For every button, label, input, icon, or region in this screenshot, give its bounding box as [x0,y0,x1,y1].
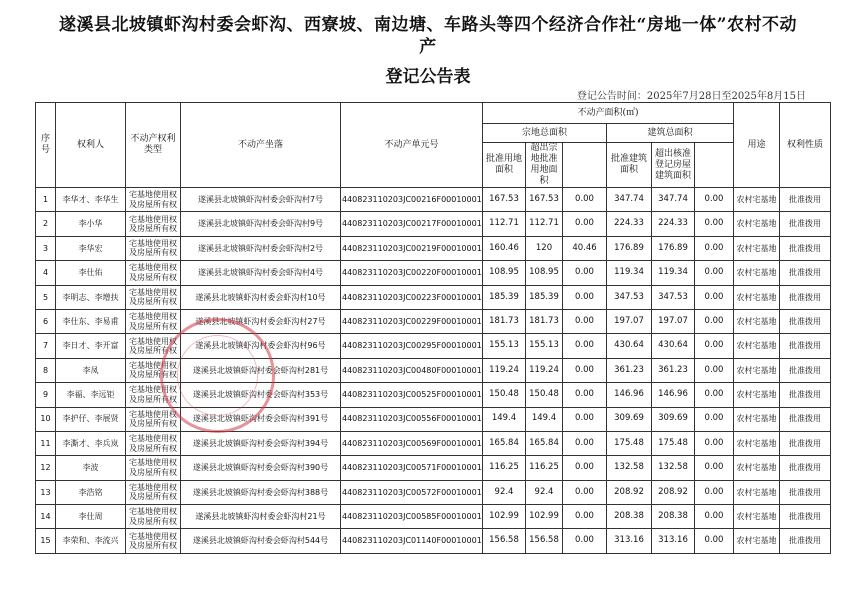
row-land-approved: 102.99 [526,505,563,529]
row-owner: 李凤 [56,358,126,382]
table-row [36,505,831,529]
row-owner: 李仕佑 [56,261,126,285]
row-unit-no: 440823110203JC00572F00010001 [341,480,483,504]
row-right-type: 宅基地使用权及房屋所有权 [126,407,181,431]
row-nature: 批准拨用 [780,212,831,236]
row-bld-excess: 0.00 [695,236,734,260]
row-land-approved: 150.48 [526,383,563,407]
table-row [36,285,831,309]
row-usage: 农村宅基地 [734,480,780,504]
row-usage: 农村宅基地 [734,285,780,309]
page-subtitle: 登记公告表 [385,67,471,87]
row-seq: 2 [36,212,56,236]
row-bld-total: 208.92 [607,480,652,504]
row-bld-approved: 176.89 [652,236,695,260]
header-usage: 用途 [734,103,780,188]
row-unit-no: 440823110203JC00219F00010001 [341,236,483,260]
row-bld-total: 146.96 [607,383,652,407]
row-land-approved: 120 [526,236,563,260]
row-land-excess: 0.00 [563,505,607,529]
row-bld-total: 119.34 [607,261,652,285]
row-land-approved: 165.84 [526,431,563,455]
row-owner: 李华宏 [56,236,126,260]
row-unit-no: 440823110203JC00295F00010001 [341,334,483,358]
row-bld-approved: 430.64 [652,334,695,358]
row-location: 遂溪县北坡镇虾沟村委会虾沟村544号 [181,529,341,553]
row-nature: 批准拨用 [780,480,831,504]
row-seq: 1 [36,188,56,212]
row-seq: 10 [36,407,56,431]
row-usage: 农村宅基地 [734,383,780,407]
row-bld-total: 309.69 [607,407,652,431]
row-nature: 批准拨用 [780,188,831,212]
row-unit-no: 440823110203JC00223F00010001 [341,285,483,309]
row-bld-excess: 0.00 [695,431,734,455]
row-right-type: 宅基地使用权及房屋所有权 [126,358,181,382]
header-bld-excess: 超出核准登记房屋建筑面积 [652,143,695,188]
row-land-approved: 155.13 [526,334,563,358]
row-right-type: 宅基地使用权及房屋所有权 [126,431,181,455]
row-land-total: 92.4 [483,480,526,504]
header-land-sub-blank [563,143,607,188]
row-land-excess: 0.00 [563,334,607,358]
row-bld-excess: 0.00 [695,188,734,212]
row-land-approved: 92.4 [526,480,563,504]
row-unit-no: 440823110203JC00217F00010001 [341,212,483,236]
row-bld-total: 208.38 [607,505,652,529]
row-right-type: 宅基地使用权及房屋所有权 [126,309,181,333]
row-land-approved: 108.95 [526,261,563,285]
header-right-type: 不动产权利类型 [126,103,181,188]
row-right-type: 宅基地使用权及房屋所有权 [126,529,181,553]
table-row [36,358,831,382]
row-unit-no: 440823110203JC00480F00010001 [341,358,483,382]
row-usage: 农村宅基地 [734,334,780,358]
row-right-type: 宅基地使用权及房屋所有权 [126,212,181,236]
row-owner: 李日才、李开富 [56,334,126,358]
row-bld-approved: 361.23 [652,358,695,382]
row-bld-total: 176.89 [607,236,652,260]
row-bld-total: 430.64 [607,334,652,358]
row-land-approved: 116.25 [526,456,563,480]
row-land-excess: 0.00 [563,261,607,285]
row-land-total: 116.25 [483,456,526,480]
row-usage: 农村宅基地 [734,529,780,553]
row-seq: 15 [36,529,56,553]
row-land-excess: 0.00 [563,188,607,212]
row-usage: 农村宅基地 [734,456,780,480]
row-unit-no: 440823110203JC00229F00010001 [341,309,483,333]
row-bld-approved: 347.53 [652,285,695,309]
row-right-type: 宅基地使用权及房屋所有权 [126,236,181,260]
table-row [36,188,831,212]
row-bld-excess: 0.00 [695,212,734,236]
row-bld-approved: 208.92 [652,480,695,504]
row-bld-total: 175.48 [607,431,652,455]
row-unit-no: 440823110203JC00220F00010001 [341,261,483,285]
row-bld-approved: 208.38 [652,505,695,529]
row-nature: 批准拨用 [780,407,831,431]
table-row [36,383,831,407]
row-right-type: 宅基地使用权及房屋所有权 [126,334,181,358]
row-location: 遂溪县北坡镇虾沟村委会虾沟村7号 [181,188,341,212]
row-bld-excess: 0.00 [695,529,734,553]
row-seq: 8 [36,358,56,382]
row-bld-total: 361.23 [607,358,652,382]
row-location: 遂溪县北坡镇虾沟村委会虾沟村2号 [181,236,341,260]
row-land-total: 185.39 [483,285,526,309]
table-row [36,407,831,431]
row-bld-approved: 175.48 [652,431,695,455]
row-bld-total: 347.74 [607,188,652,212]
row-usage: 农村宅基地 [734,188,780,212]
row-land-total: 108.95 [483,261,526,285]
row-seq: 14 [36,505,56,529]
row-unit-no: 440823110203JC00525F00010001 [341,383,483,407]
row-land-approved: 149.4 [526,407,563,431]
row-land-excess: 0.00 [563,431,607,455]
row-bld-excess: 0.00 [695,285,734,309]
row-nature: 批准拨用 [780,529,831,553]
row-land-total: 102.99 [483,505,526,529]
row-right-type: 宅基地使用权及房屋所有权 [126,480,181,504]
row-location: 遂溪县北坡镇虾沟村委会虾沟村96号 [181,334,341,358]
row-bld-excess: 0.00 [695,309,734,333]
row-bld-excess: 0.00 [695,334,734,358]
row-land-excess: 0.00 [563,456,607,480]
row-land-excess: 0.00 [563,212,607,236]
row-usage: 农村宅基地 [734,212,780,236]
row-bld-approved: 313.16 [652,529,695,553]
row-unit-no: 440823110203JC00585F00010001 [341,505,483,529]
row-location: 遂溪县北坡镇虾沟村委会虾沟村281号 [181,358,341,382]
row-land-total: 167.53 [483,188,526,212]
row-land-excess: 0.00 [563,309,607,333]
header-land-excess: 超出宗地批准用地面积 [526,143,563,188]
row-seq: 13 [36,480,56,504]
header-owner: 权利人 [56,103,126,188]
header-seq: 序号 [36,103,56,188]
table-row [36,236,831,260]
row-seq: 4 [36,261,56,285]
row-nature: 批准拨用 [780,309,831,333]
row-right-type: 宅基地使用权及房屋所有权 [126,261,181,285]
header-land-approved: 批准用地面积 [483,143,526,188]
row-seq: 11 [36,431,56,455]
header-area-group: 不动产面积(㎡) [483,103,734,124]
row-land-excess: 0.00 [563,383,607,407]
row-unit-no: 440823110203JC00556F00010001 [341,407,483,431]
row-owner: 李澌才、李兵岚 [56,431,126,455]
row-land-total: 155.13 [483,334,526,358]
header-unit-no: 不动产单元号 [341,103,483,188]
row-land-total: 112.71 [483,212,526,236]
row-location: 遂溪县北坡镇虾沟村委会虾沟村394号 [181,431,341,455]
row-right-type: 宅基地使用权及房屋所有权 [126,505,181,529]
row-nature: 批准拨用 [780,383,831,407]
row-land-total: 165.84 [483,431,526,455]
header-land-total: 宗地总面积 [483,124,607,143]
row-bld-approved: 132.58 [652,456,695,480]
table-row [36,480,831,504]
announcement-period: 登记公告时间：2025年7月28日至2025年8月15日 [576,91,806,102]
table-row [36,334,831,358]
row-bld-total: 224.33 [607,212,652,236]
row-unit-no: 440823110203JC00571F00010001 [341,456,483,480]
row-owner: 李明志、李增扶 [56,285,126,309]
header-bld-sub-blank [695,143,734,188]
table-row [36,261,831,285]
row-usage: 农村宅基地 [734,505,780,529]
table-row [36,212,831,236]
row-owner: 李仕东、李易甫 [56,309,126,333]
row-land-approved: 181.73 [526,309,563,333]
table-row [36,431,831,455]
row-land-excess: 0.00 [563,529,607,553]
row-bld-excess: 0.00 [695,261,734,285]
row-owner: 李福、李远钜 [56,383,126,407]
row-land-total: 149.4 [483,407,526,431]
row-bld-total: 313.16 [607,529,652,553]
row-bld-excess: 0.00 [695,407,734,431]
row-land-total: 181.73 [483,309,526,333]
row-nature: 批准拨用 [780,236,831,260]
row-seq: 6 [36,309,56,333]
row-bld-excess: 0.00 [695,480,734,504]
row-seq: 9 [36,383,56,407]
row-right-type: 宅基地使用权及房屋所有权 [126,285,181,309]
row-nature: 批准拨用 [780,261,831,285]
header-nature: 权利性质 [780,103,831,188]
row-land-excess: 0.00 [563,480,607,504]
row-seq: 12 [36,456,56,480]
row-location: 遂溪县北坡镇虾沟村委会虾沟村9号 [181,212,341,236]
header-bld-approved: 批准建筑面积 [607,143,652,188]
row-land-approved: 185.39 [526,285,563,309]
row-location: 遂溪县北坡镇虾沟村委会虾沟村21号 [181,505,341,529]
title-line-1: 遂溪县北坡镇虾沟村委会虾沟、西寮坡、南边塘、车路头等四个经济合作社“房地一体”农村不动 [58,15,798,35]
row-location: 遂溪县北坡镇虾沟村委会虾沟村10号 [181,285,341,309]
row-bld-total: 132.58 [607,456,652,480]
row-location: 遂溪县北坡镇虾沟村委会虾沟村27号 [181,309,341,333]
table-row [36,529,831,553]
row-land-excess: 0.00 [563,358,607,382]
row-land-total: 156.58 [483,529,526,553]
row-seq: 7 [36,334,56,358]
row-land-approved: 156.58 [526,529,563,553]
row-usage: 农村宅基地 [734,309,780,333]
row-bld-excess: 0.00 [695,505,734,529]
title-line-2: 产 [419,37,437,57]
row-location: 遂溪县北坡镇虾沟村委会虾沟村391号 [181,407,341,431]
registration-table [35,102,831,554]
table-row [36,456,831,480]
row-bld-approved: 197.07 [652,309,695,333]
row-right-type: 宅基地使用权及房屋所有权 [126,456,181,480]
row-owner: 李波 [56,456,126,480]
row-bld-excess: 0.00 [695,456,734,480]
row-unit-no: 440823110203JC01140F00010001 [341,529,483,553]
row-bld-excess: 0.00 [695,383,734,407]
row-seq: 5 [36,285,56,309]
row-location: 遂溪县北坡镇虾沟村委会虾沟村388号 [181,480,341,504]
row-usage: 农村宅基地 [734,407,780,431]
row-usage: 农村宅基地 [734,431,780,455]
row-unit-no: 440823110203JC00569F00010001 [341,431,483,455]
row-usage: 农村宅基地 [734,261,780,285]
row-land-excess: 0.00 [563,407,607,431]
row-location: 遂溪县北坡镇虾沟村委会虾沟村390号 [181,456,341,480]
row-location: 遂溪县北坡镇虾沟村委会虾沟村353号 [181,383,341,407]
row-land-excess: 0.00 [563,285,607,309]
row-bld-total: 347.53 [607,285,652,309]
row-bld-excess: 0.00 [695,358,734,382]
row-bld-approved: 347.74 [652,188,695,212]
row-owner: 李小华 [56,212,126,236]
row-owner: 李浩铭 [56,480,126,504]
row-usage: 农村宅基地 [734,358,780,382]
row-nature: 批准拨用 [780,505,831,529]
row-land-total: 160.46 [483,236,526,260]
row-land-approved: 167.53 [526,188,563,212]
row-nature: 批准拨用 [780,285,831,309]
row-nature: 批准拨用 [780,334,831,358]
row-right-type: 宅基地使用权及房屋所有权 [126,383,181,407]
row-right-type: 宅基地使用权及房屋所有权 [126,188,181,212]
row-nature: 批准拨用 [780,431,831,455]
row-land-excess: 40.46 [563,236,607,260]
row-owner: 李护仔、李展贤 [56,407,126,431]
row-bld-approved: 146.96 [652,383,695,407]
row-land-approved: 112.71 [526,212,563,236]
row-land-total: 119.24 [483,358,526,382]
row-bld-total: 197.07 [607,309,652,333]
row-owner: 李仕周 [56,505,126,529]
row-bld-approved: 309.69 [652,407,695,431]
row-usage: 农村宅基地 [734,236,780,260]
row-owner: 李荣和、李流兴 [56,529,126,553]
row-bld-approved: 224.33 [652,212,695,236]
row-land-approved: 119.24 [526,358,563,382]
header-bld-total: 建筑总面积 [607,124,734,143]
row-nature: 批准拨用 [780,358,831,382]
row-owner: 李华才、李华生 [56,188,126,212]
table-body [36,188,831,554]
table-row [36,309,831,333]
row-nature: 批准拨用 [780,456,831,480]
row-land-total: 150.48 [483,383,526,407]
row-seq: 3 [36,236,56,260]
row-unit-no: 440823110203JC00216F00010001 [341,188,483,212]
header-location: 不动产坐落 [181,103,341,188]
row-location: 遂溪县北坡镇虾沟村委会虾沟村4号 [181,261,341,285]
row-bld-approved: 119.34 [652,261,695,285]
page-title [0,14,856,58]
